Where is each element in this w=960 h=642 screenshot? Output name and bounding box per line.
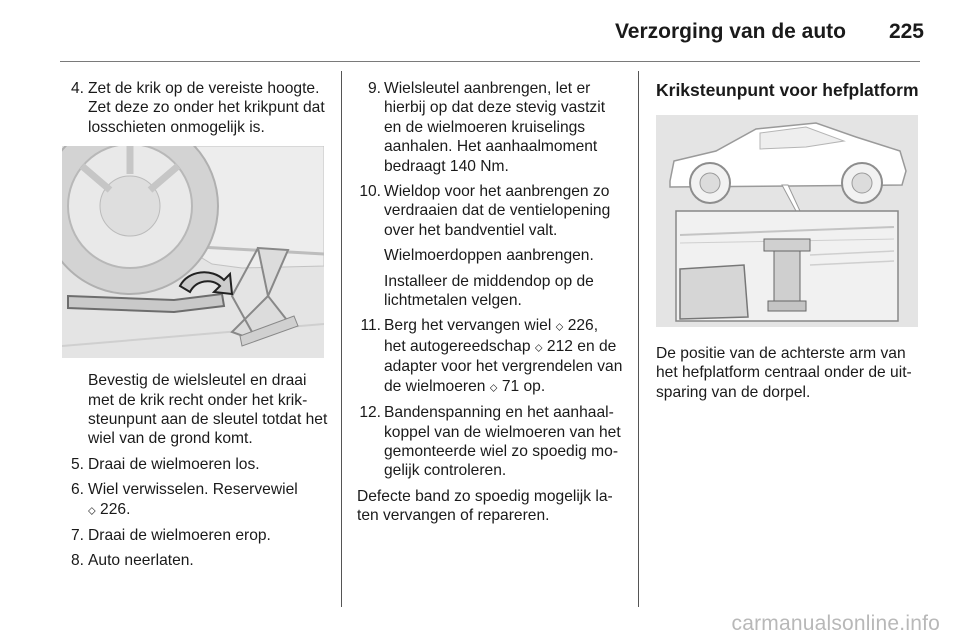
step-text: Wiel verwisselen. Reservewiel [88, 481, 298, 499]
step-text: Draai de wielmoeren los. [88, 455, 260, 473]
step-number: 9. [367, 80, 381, 97]
step-number: 5. [70, 455, 84, 473]
step-sub-paragraph: Wielmoerdoppen aanbrengen. [384, 247, 594, 265]
step-number: 8. [70, 552, 84, 570]
step-text: Zet de krik op de vereiste hoogte. Zet deze zo onder het krikpunt dat losschieten onmogelijk is. [88, 80, 325, 136]
page-header-title: Verzorging van de auto [614, 20, 846, 43]
step-7 [62, 526, 330, 545]
header-rule [60, 61, 920, 62]
section-title: Kriksteunpunt voor hefplatform [656, 80, 919, 100]
step-number: 10. [359, 183, 381, 201]
step-number: 7. [70, 527, 84, 545]
page-reference[interactable]: 226. [100, 500, 131, 518]
step-8 [62, 551, 330, 570]
closing-paragraph: Defecte band zo spoedig mogelijk laten vervangen of repareren. [357, 487, 613, 525]
page-reference-icon: ⬦ [555, 320, 564, 334]
step-text: Auto neerlaten. [88, 552, 194, 570]
page-reference[interactable]: 212 en de adapter voor het vergrendelen van de wielmoeren [384, 337, 623, 395]
step-11 [357, 316, 623, 397]
column-2 [357, 79, 623, 526]
column-divider-left [341, 71, 342, 607]
instruction-paragraph: Bevestig de wielsleutel en draai met de krik recht onder het kriksteunpunt aan de sleutel totdat het wiel van de grond komt. [88, 372, 328, 448]
page-reference-icon: ⬦ [489, 380, 498, 394]
column-divider-right [638, 71, 639, 607]
page-reference-icon: ⬦ [534, 340, 543, 354]
step-number: 4. [70, 80, 84, 97]
jack-illustration [62, 146, 330, 358]
step-9 [357, 79, 623, 176]
step-6 [62, 480, 330, 520]
step-text: Wielsleutel aanbrengen, let er hierbij op dat deze stevig vastzit en de wielmoeren kruiselings aanhalen. Het aanhaalmoment bedraagt 140 Nm. [384, 80, 606, 175]
step-10 [357, 182, 623, 310]
step-12 [357, 403, 623, 481]
watermark: carmanualsonline.info [731, 612, 940, 635]
step-number: 12. [359, 404, 381, 422]
page-reference-icon: ⬦ [88, 503, 96, 517]
page-reference[interactable]: 226, [567, 317, 599, 335]
column-3 [656, 79, 924, 402]
step-4 [62, 79, 330, 137]
step-text: Draai de wielmoeren erop. [88, 527, 271, 545]
page-reference[interactable]: 71 op. [501, 377, 546, 395]
step-text: het autogereedschap [384, 337, 531, 355]
step-5 [62, 455, 330, 474]
step-text: Berg het vervangen wiel [384, 317, 552, 335]
lift-platform-illustration [656, 115, 924, 327]
step-text: Bandenspanning en het aanhaalkoppel van de wielmoeren van het gemonteerde wiel zo spoedig mogelijk controleren. [384, 404, 621, 480]
column-1 [62, 79, 330, 571]
lift-point-image [656, 115, 918, 327]
step-number: 11. [360, 317, 381, 335]
step-number: 6. [70, 481, 84, 499]
figure-caption: De positie van de achterste arm van het hefplatform centraal onder de uitsparing van de dorpel. [656, 345, 912, 401]
step-sub-paragraph: Installeer de middendop op de lichtmetalen velgen. [384, 272, 594, 310]
page-number: 225 [888, 20, 924, 43]
jack-under-car-image [62, 146, 324, 358]
step-text: Wieldop voor het aanbrengen zo verdraaien dat de ventielopening over het bandventiel valt. [384, 183, 611, 239]
